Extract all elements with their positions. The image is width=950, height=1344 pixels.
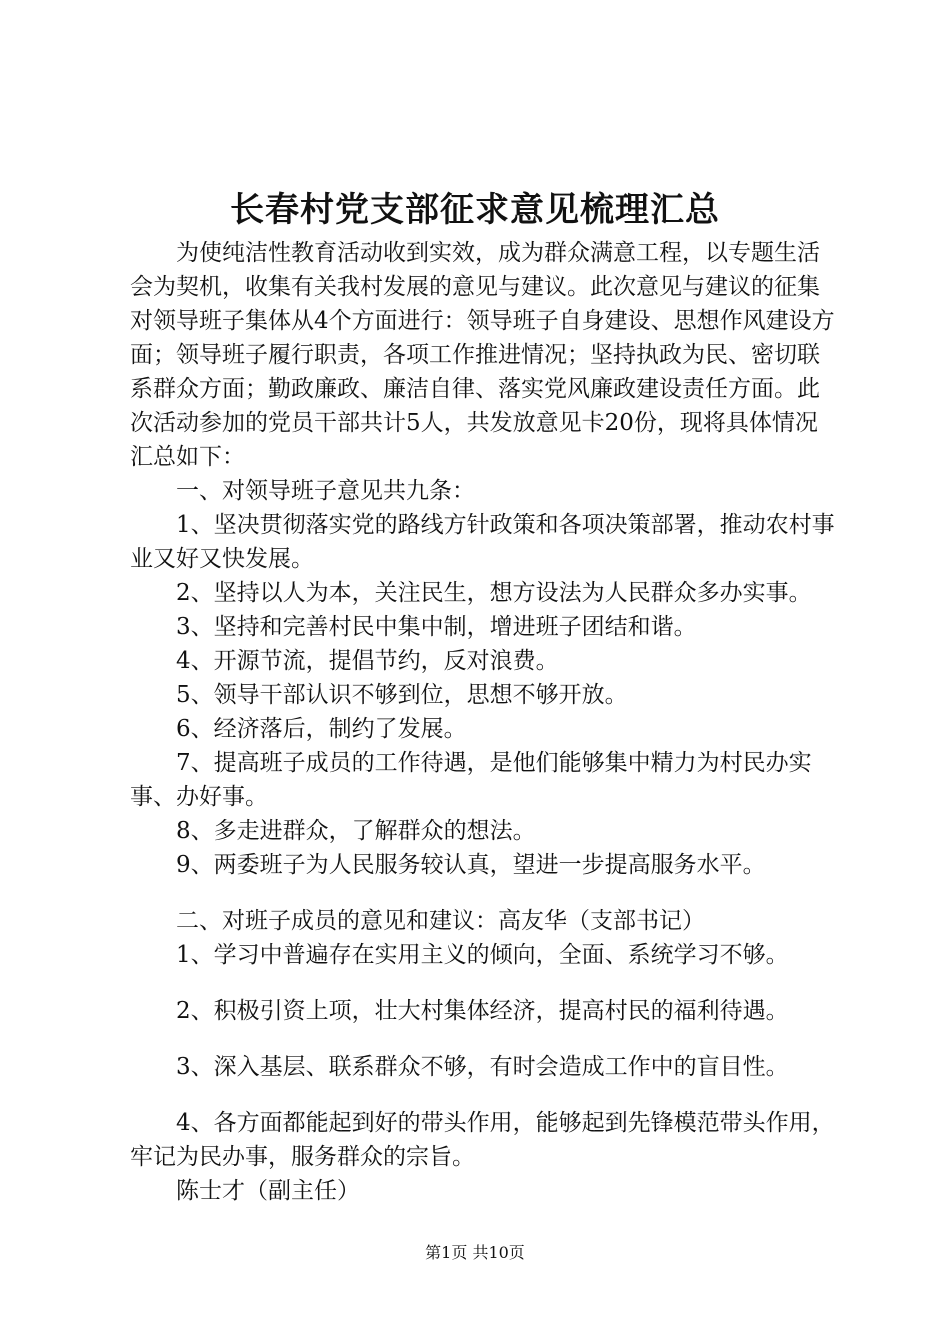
section1-heading: 一、对领导班子意见共九条： bbox=[176, 478, 475, 504]
list-item: 3、深入基层、联系群众不够，有时会造成工作中的盲目性。 bbox=[176, 1054, 789, 1080]
list-item: 5、领导干部认识不够到位，思想不够开放。 bbox=[176, 682, 628, 708]
spacer bbox=[130, 882, 840, 904]
page-title: 长春村党支部征求意见梳理汇总 bbox=[230, 190, 720, 230]
list-item: 1、坚决贯彻落实党的路线方针政策和各项决策部署，推动农村事业又好又快发展。 bbox=[130, 512, 835, 572]
list-item: 8、多走进群众，了解群众的想法。 bbox=[176, 818, 536, 844]
spacer bbox=[130, 972, 840, 994]
page-number: 第1页 共10页 bbox=[425, 1243, 525, 1262]
intro-paragraph: 为使纯洁性教育活动收到实效，成为群众满意工程，以专题生活会为契机，收集有关我村发展的意见与建议。此次意见与建议的征集对领导班子集体从4个方面进行：领导班子自身建设、思想作风建设方面；领导班子履行职责，各项工作推进情况；坚持执政为民、密切联系群众方面；勤政廉政、廉洁自律、落实党风廉政建设责任方面。此次活动参加的党员干部共计5人，共发放意见卡20份，现将具体情况汇总如下： bbox=[130, 240, 835, 470]
spacer bbox=[130, 1028, 840, 1050]
spacer bbox=[130, 1084, 840, 1106]
list-item: 7、提高班子成员的工作待遇，是他们能够集中精力为村民办实事、办好事。 bbox=[130, 750, 812, 810]
section2-heading: 二、对班子成员的意见和建议：高友华（支部书记） bbox=[176, 908, 705, 934]
list-item: 2、坚持以人为本，关注民生，想方设法为人民群众多办实事。 bbox=[176, 580, 812, 606]
list-item: 2、积极引资上项，壮大村集体经济，提高村民的福利待遇。 bbox=[176, 998, 789, 1024]
list-item: 9、两委班子为人民服务较认真，望进一步提高服务水平。 bbox=[176, 852, 766, 878]
list-item: 4、开源节流，提倡节约，反对浪费。 bbox=[176, 648, 559, 674]
list-item: 6、经济落后，制约了发展。 bbox=[176, 716, 467, 742]
document-body bbox=[130, 236, 840, 1208]
next-person-heading: 陈士才（副主任） bbox=[176, 1178, 360, 1204]
list-item: 3、坚持和完善村民中集中制，增进班子团结和谐。 bbox=[176, 614, 697, 640]
list-item: 4、各方面都能起到好的带头作用，能够起到先锋模范带头作用，牢记为民办事，服务群众的宗旨。 bbox=[130, 1110, 835, 1170]
list-item: 1、学习中普遍存在实用主义的倾向，全面、系统学习不够。 bbox=[176, 942, 789, 968]
